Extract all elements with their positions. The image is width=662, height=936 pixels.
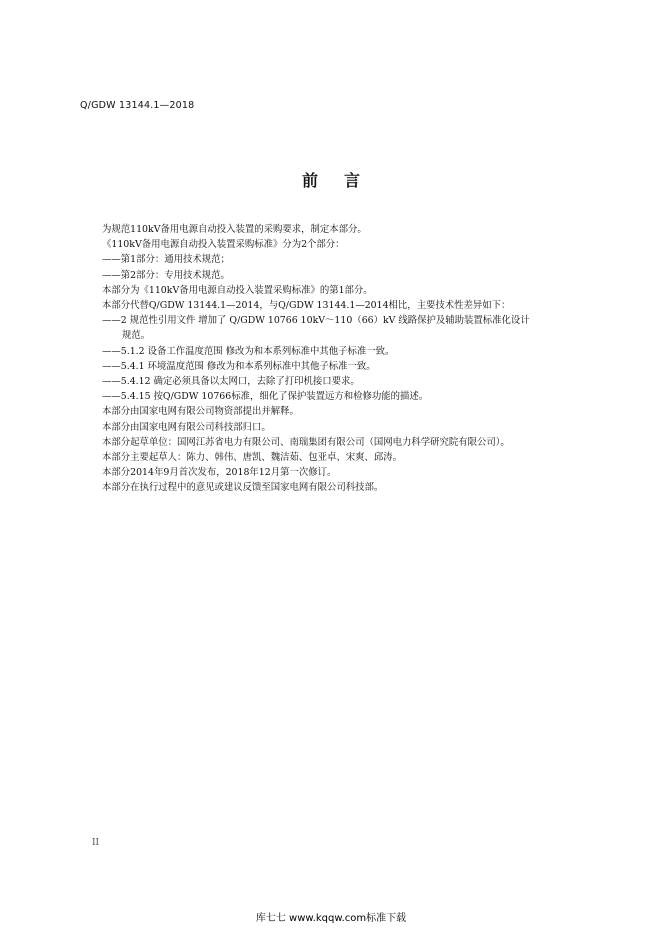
document-id-header: Q/GDW 13144.1—2018: [80, 100, 195, 111]
paragraph: 本部分主要起草人：陈力、韩伟、唐凯、魏洁茹、包亚卓、宋爽、邱涛。: [102, 452, 403, 464]
list-item: ——5.1.2 设备工作温度范围 修改为和本系列标准中其他子标准一致。: [102, 345, 395, 357]
list-item: ——5.4.12 确定必须具备以太网口，去除了打印机接口要求。: [102, 376, 360, 388]
paragraph: 为规范110kV备用电源自动投入装置的采购要求，制定本部分。: [102, 224, 367, 235]
list-item: ——第1部分：通用技术规范；: [102, 254, 230, 266]
paragraph: 本部分在执行过程中的意见或建议反馈至国家电网有限公司科技部。: [102, 482, 384, 494]
paragraph: 本部分为《110kV备用电源自动投入装置采购标准》的第1部分。: [102, 284, 373, 296]
list-item-continuation: 规范。: [122, 330, 151, 342]
list-item: ——第2部分：专用技术规范。: [102, 269, 230, 281]
paragraph: 本部分由国家电网有限公司科技部归口。: [102, 421, 271, 433]
list-item: ——5.4.15 按Q/GDW 10766标准，细化了保护装置远方和检修功能的描述。: [102, 391, 429, 403]
list-item: ——2 规范性引用文件 增加了 Q/GDW 10766 10kV～110（66）kV 线路保护及辅助装置标准化设计: [102, 315, 530, 327]
paragraph: 本部分2014年9月首次发布，2018年12月第一次修订。: [102, 467, 337, 479]
paragraph: 《110kV备用电源自动投入装置采购标准》分为2个部分：: [102, 239, 345, 251]
paragraph: 本部分起草单位：国网江苏省电力有限公司、南瑞集团有限公司（国网电力科学研究院有限公司）。: [102, 436, 510, 448]
paragraph: 本部分代替Q/GDW 13144.1—2014，与Q/GDW 13144.1—2014相比，主要技术性差异如下：: [102, 300, 511, 312]
page-title: 前言: [301, 171, 386, 190]
page-number: II: [92, 838, 100, 848]
paragraph: 本部分由国家电网有限公司物资部提出并解释。: [102, 406, 299, 418]
list-item: ——5.4.1 环境温度范围 修改为和本系列标准中其他子标准一致。: [102, 360, 376, 372]
footer-watermark: 库七七 www.kqqw.com标准下载: [255, 913, 407, 924]
foreword-body: [102, 222, 582, 496]
